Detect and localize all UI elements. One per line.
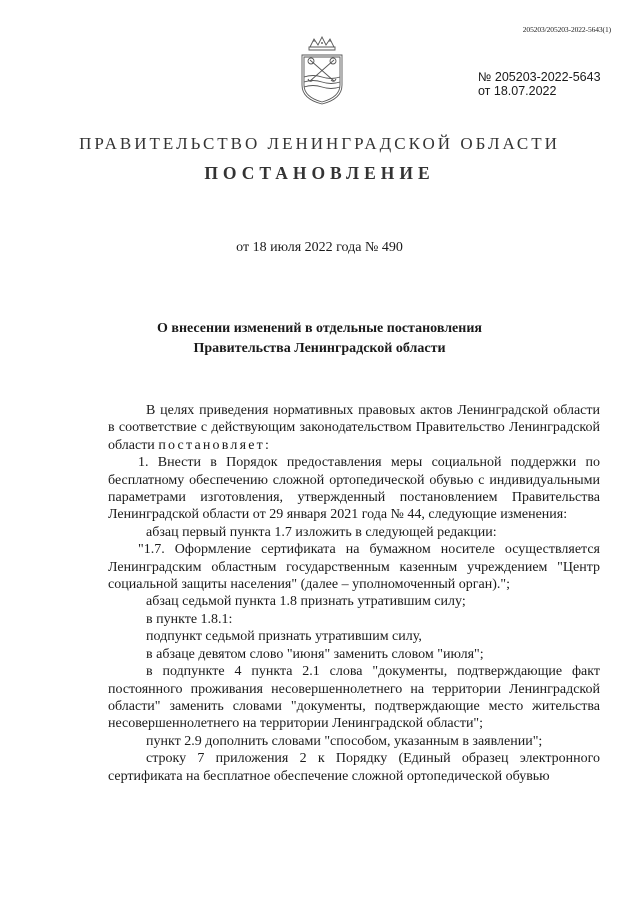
body-paragraph: в подпункте 4 пункта 2.1 слова "документы, подтверждающие факт постоянного проживания несовершеннолетнего на территории Ленинградской области" заменить словами "документы, подтверждающие место жительства несовершеннолетнего на территории Ленинградской области"; — [108, 664, 600, 732]
intro-end: : — [264, 437, 269, 453]
organization-title: ПРАВИТЕЛЬСТВО ЛЕНИНГРАДСКОЙ ОБЛАСТИ — [79, 134, 560, 153]
body-paragraph: в абзаце девятом слово "июня" заменить словом "июля"; — [146, 646, 484, 662]
registration-block — [478, 70, 601, 98]
document-type-title: ПОСТАНОВЛЕНИЕ — [204, 163, 435, 183]
intro-text: В целях приведения нормативных правовых актов Ленинградской области в соответствие с действующим законодательством Правительство Ленинградской области — [108, 403, 600, 453]
document-id: 205203/205203-2022-5643(1) — [522, 25, 611, 34]
body-paragraph: абзац седьмой пункта 1.8 признать утратившим силу; — [146, 594, 466, 610]
coat-of-arms-icon — [296, 33, 348, 107]
item-1-paragraph: 1. Внести в Порядок предоставления меры социальной поддержки по бесплатному обеспечению сложной ортопедической обувью с индивидуальными параметрами изготовления, утвержденный постановлением Правительства Ленинградской области от 29 января 2021 года № 44, следующие изменения: — [108, 455, 600, 523]
subject-line-2: Правительства Ленинградской области — [193, 341, 446, 356]
decree-subject — [0, 319, 639, 359]
registration-date: от 18.07.2022 — [478, 84, 557, 98]
decree-body — [108, 402, 600, 785]
decree-date-number: от 18 июля 2022 года № 490 — [236, 240, 403, 255]
intro-paragraph — [108, 402, 600, 454]
quoted-paragraph: "1.7. Оформление сертификата на бумажном носителе осуществляется Ленинградским областным государственным казенным учреждением "Центр социальной защиты населения" (далее – уполномоченный орган)."; — [108, 542, 600, 593]
body-paragraph: подпункт седьмой признать утратившим силу, — [146, 629, 422, 645]
body-paragraph: строку 7 приложения 2 к Порядку (Единый образец электронного сертификата на бесплатное обеспечение сложной ортопедической обувью — [108, 751, 600, 784]
body-paragraph: пункт 2.9 дополнить словами "способом, указанным в заявлении"; — [146, 733, 543, 749]
body-paragraph: в пункте 1.8.1: — [146, 611, 233, 627]
body-paragraph: абзац первый пункта 1.7 изложить в следующей редакции: — [146, 524, 497, 540]
subject-line-1: О внесении изменений в отдельные постановления — [157, 321, 482, 336]
intro-verb: постановляет — [158, 437, 265, 453]
registration-number: № 205203-2022-5643 — [478, 70, 601, 84]
